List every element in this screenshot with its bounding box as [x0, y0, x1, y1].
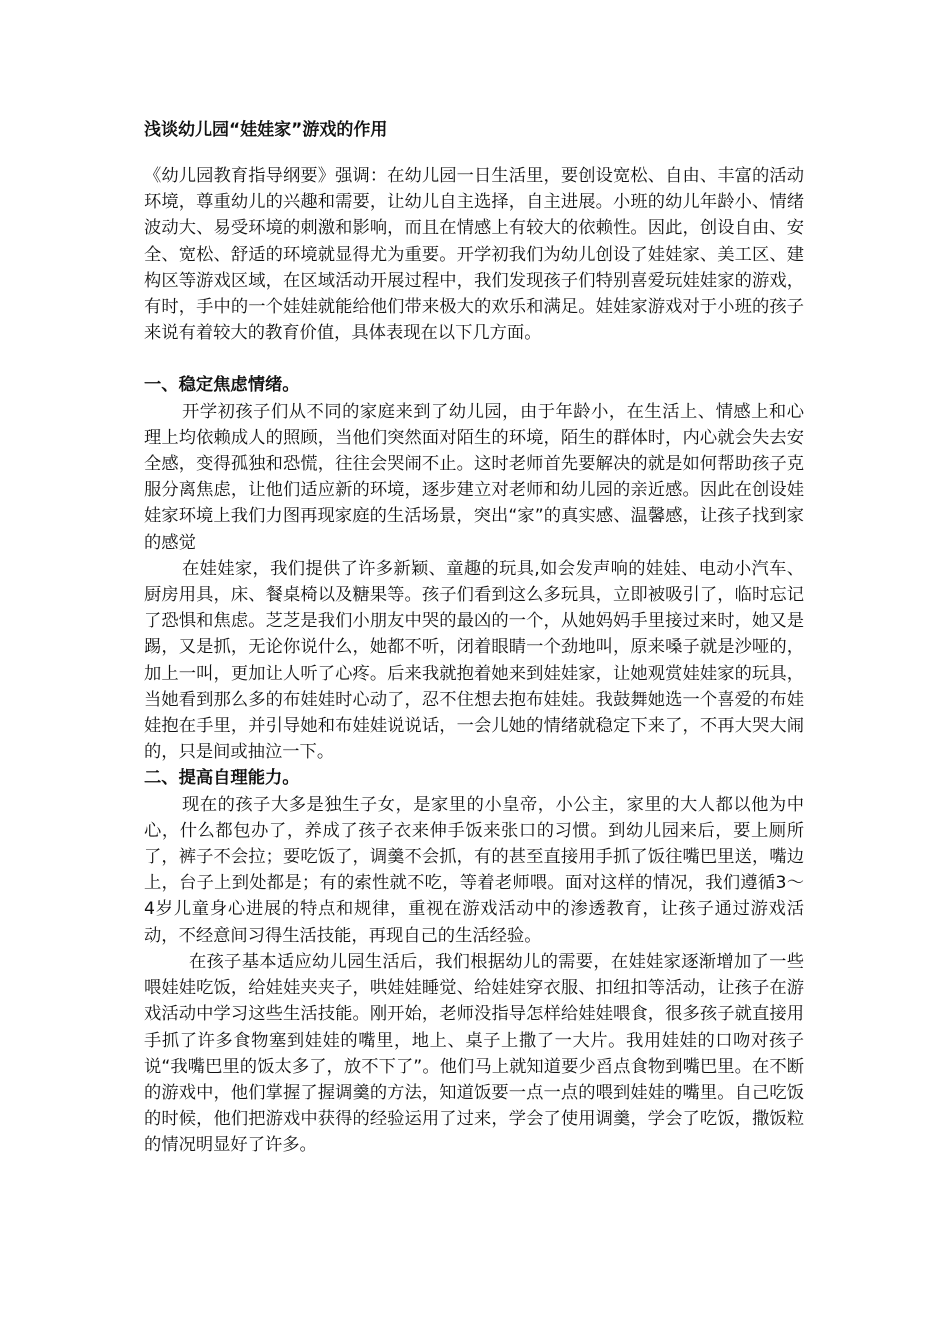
section-2-heading: 二、提高自理能力。 [144, 768, 300, 789]
section-1-paragraph-1: 开学初孩子们从不同的家庭来到了幼儿园，由于年龄小，在生活上、情感上和心理上均依赖成人的照顾，当他们突然面对陌生的环境，陌生的群体时，内心就会失去安全感，变得孤独和恐慌，往往会哭闹不止。这时老师首先要解决的就是如何帮助孩子克服分离焦虑，让他们适应新的环境，逐步建立对老师和幼儿园的亲近感。因此在创设娃娃家环境上我们力图再现家庭的生活场景，突出“家”的真实感、温馨感，让孩子找到家的感觉 [144, 401, 804, 553]
section-2-paragraph-2: 在孩子基本适应幼儿园生活后，我们根据幼儿的需要，在娃娃家逐渐增加了一些喂娃娃吃饭，给娃娃夹夹子，哄娃娃睡觉、给娃娃穿衣服、扣纽扣等活动，让孩子在游戏活动中学习这些生活技能。刚开始，老师没指导怎样给娃娃喂食，很多孩子就直接用手抓了许多食物塞到娃娃的嘴里，地上、桌子上撒了一大片。我用娃娃的口吻对孩子说“我嘴巴里的饭太多了，放不下了”。他们马上就知道要少舀点食物到嘴巴里。在不断的游戏中，他们掌握了握调羹的方法，知道饭要一点一点的喂到娃娃的嘴里。自己吃饭的时候，他们把游戏中获得的经验运用了过来，学会了使用调羹，学会了吃饭，撒饭粒的情况明显好了许多。 [144, 951, 804, 1156]
document-title: 浅谈幼儿园“娃娃家”游戏的作用 [144, 120, 388, 140]
document-page [144, 118, 804, 1159]
intro-paragraph: 《幼儿园教育指导纲要》强调：在幼儿园一日生活里，要创设宽松、自由、丰富的活动环境，尊重幼儿的兴趣和需要，让幼儿自主选择，自主进展。小班的幼儿年龄小、情绪波动大、易受环境的刺激和影响，而且在情感上有较大的依赖性。因此，创设自由、安全、宽松、舒适的环境就显得尤为重要。开学初我们为幼儿创设了娃娃家、美工区、建构区等游戏区域，在区域活动开展过程中，我们发现孩子们特别喜爱玩娃娃家的游戏，有时，手中的一个娃娃就能给他们带来极大的欢乐和满足。娃娃家游戏对于小班的孩子来说有着较大的教育价值，具体表现在以下几方面。 [144, 166, 804, 344]
section-1 [144, 372, 804, 765]
section-2-paragraph-1: 现在的孩子大多是独生子女，是家里的小皇帝，小公主，家里的大人都以他为中心，什么都包办了，养成了孩子衣来伸手饭来张口的习惯。到幼儿园来后，要上厕所了，裤子不会拉；要吃饭了，调羹不会抓，有的甚至直接用手抓了饭往嘴巴里送，嘴边上，台子上到处都是；有的索性就不吃，等着老师喂。面对这样的情况，我们遵循3～4岁儿童身心进展的特点和规律，重视在游戏活动中的渗透教育，让孩子通过游戏活动，不经意间习得生活技能，再现自己的生活经验。 [144, 794, 804, 946]
section-1-paragraph-2: 在娃娃家，我们提供了许多新颖、童趣的玩具,如会发声响的娃娃、电动小汽车、厨房用具，床、餐桌椅以及糖果等。孩子们看到这么多玩具，立即被吸引了，临时忘记了恐惧和焦虑。芝芝是我们小朋友中哭的最凶的一个，从她妈妈手里接过来时，她又是踢，又是抓，无论你说什么，她都不听，闭着眼睛一个劲地叫，原来嗓子就是沙哑的，加上一叫，更加让人听了心疼。后来我就抱着她来到娃娃家，让她观赏娃娃家的玩具，当她看到那么多的布娃娃时心动了，忍不住想去抱布娃娃。我鼓舞她选一个喜爱的布娃娃抱在手里，并引导她和布娃娃说说话，一会儿她的情绪就稳定下来了，不再大哭大闹的，只是间或抽泣一下。 [144, 558, 804, 763]
section-1-heading: 一、稳定焦虑情绪。 [144, 375, 300, 396]
section-2 [144, 765, 804, 1158]
